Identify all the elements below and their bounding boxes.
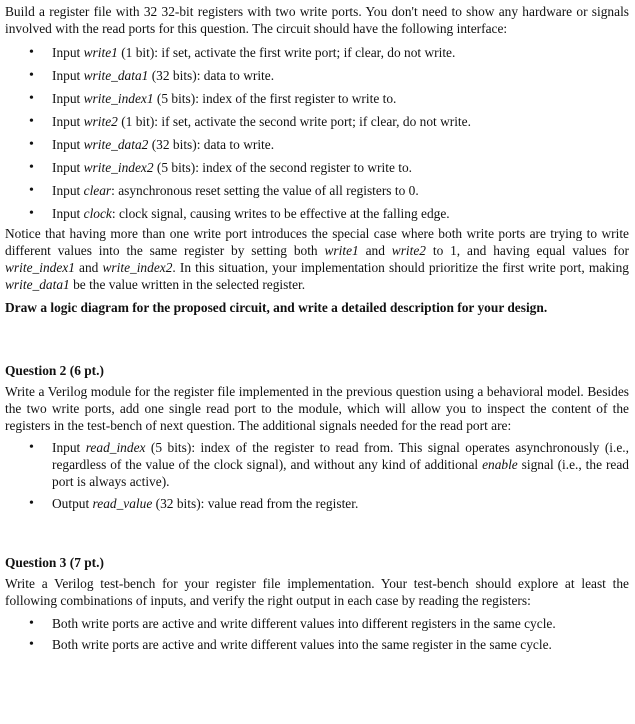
list-item: • Output read_value (32 bits): value read from the register. bbox=[52, 495, 629, 512]
signal-name: write2 bbox=[83, 114, 118, 129]
list-item: • Input clock: clock signal, causing writes to be effective at the falling edge. bbox=[52, 205, 629, 222]
list-item: • Both write ports are active and write different values into different registers in the same cycle. bbox=[52, 615, 629, 636]
signal-name: read_value bbox=[92, 496, 153, 511]
signal-name: clear bbox=[83, 183, 112, 198]
list-item: • Input write_index2 (5 bits): index of the second register to write to. bbox=[52, 159, 629, 182]
list-item: • Input write_data1 (32 bits): data to write. bbox=[52, 67, 629, 90]
q1-task: Draw a logic diagram for the proposed circuit, and write a detailed description for your design. bbox=[5, 300, 548, 315]
signal-name: write_index2 bbox=[83, 160, 154, 175]
q2-heading: Question 2 (6 pt.) bbox=[5, 363, 104, 378]
list-item: • Input clear: asynchronous reset setting the value of all registers to 0. bbox=[52, 182, 629, 205]
q3-test-list bbox=[5, 615, 629, 657]
q1-notice: Notice that having more than one write port introduces the special case where both write ports are trying to write different values into the same register by setting both write1 and write2 to 1, and having equal values for write_index1 and write_index2. In this situation, your implementation should prioritize the first write port, making write_data1 be the value written in the selected register. bbox=[5, 226, 630, 292]
list-item: • Input write_data2 (32 bits): data to write. bbox=[52, 136, 629, 159]
signal-name: write_data1 bbox=[83, 68, 149, 83]
signal-name: read_index bbox=[85, 440, 146, 455]
q1-interface-list bbox=[5, 44, 629, 222]
document-page bbox=[5, 3, 629, 657]
list-item: • Input write1 (1 bit): if set, activate the first write port; if clear, do not write. bbox=[52, 44, 629, 67]
signal-name: write_index1 bbox=[83, 91, 154, 106]
q3-heading: Question 3 (7 pt.) bbox=[5, 555, 104, 570]
q3-intro: Write a Verilog test-bench for your register file implementation. Your test-bench should explore at least the following combinations of inputs, and verify the right output in each case by reading the registers: bbox=[5, 576, 629, 608]
signal-name: write1 bbox=[83, 45, 118, 60]
list-item: • Input read_index (5 bits): index of the register to read from. This signal operates asynchronously (i.e., regardless of the value of the clock signal), and without any kind of additional enable signal (i.e., the read port is always active). bbox=[52, 439, 629, 490]
q2-signal-list bbox=[5, 439, 629, 512]
q1-intro: Build a register file with 32 32-bit registers with two write ports. You don't need to show any hardware or signals involved with the read ports for this question. The circuit should have the following interface: bbox=[5, 4, 629, 36]
signal-name: enable bbox=[482, 457, 518, 472]
list-item: • Input write2 (1 bit): if set, activate the second write port; if clear, do not write. bbox=[52, 113, 629, 136]
q2-intro: Write a Verilog module for the register file implemented in the previous question using a behavioral model. Besides the two write ports, add one single read port to the module, which will allow you to inspect the content of the registers in the test-bench of next question. The additional signals needed for the read port are: bbox=[5, 384, 629, 433]
list-item: • Both write ports are active and write different values into the same register in the same cycle. bbox=[52, 636, 629, 657]
signal-name: write_data2 bbox=[83, 137, 149, 152]
signal-name: clock bbox=[83, 206, 112, 221]
list-item: • Input write_index1 (5 bits): index of the first register to write to. bbox=[52, 90, 629, 113]
